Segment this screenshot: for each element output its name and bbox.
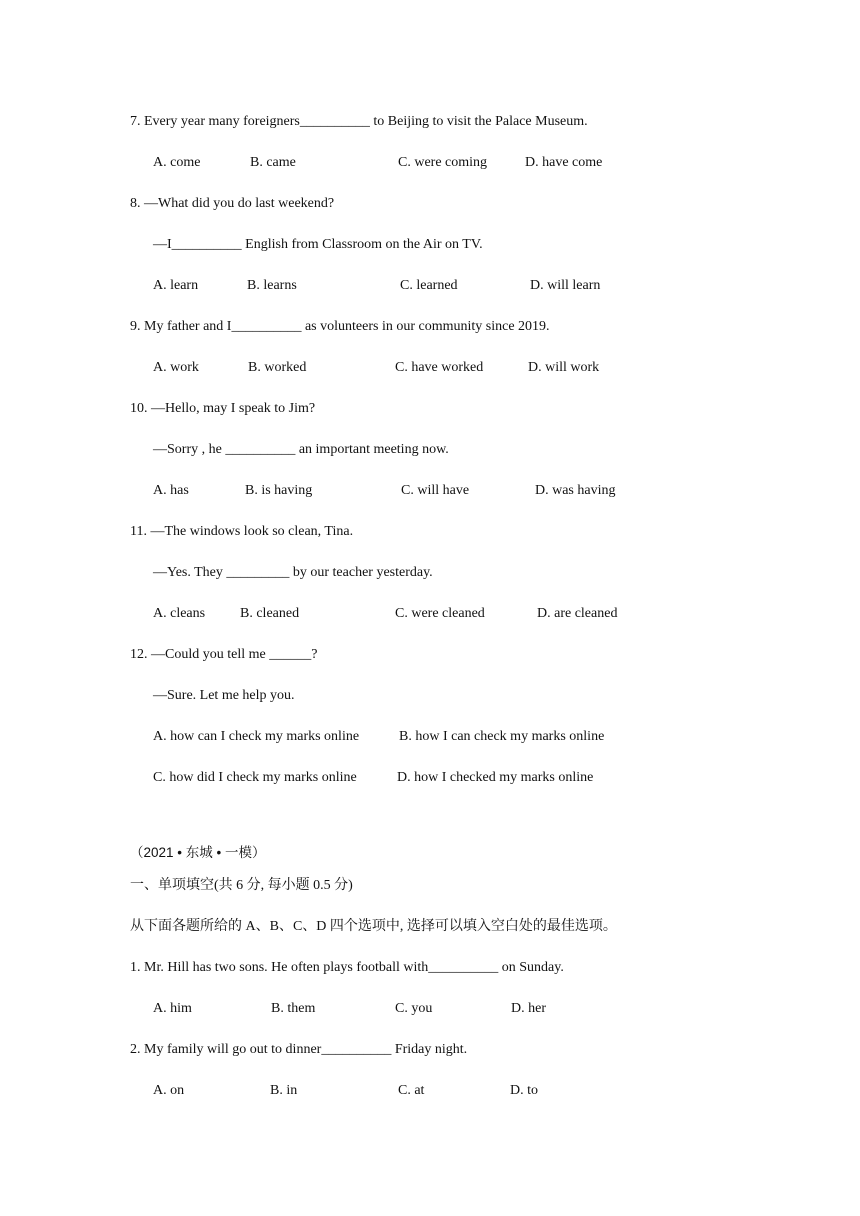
question-11-stem: 11. —The windows look so clean, Tina. <box>130 524 354 539</box>
question-9-option-b: B. worked <box>248 360 307 375</box>
question-8-option-c: C. learned <box>400 278 458 293</box>
question-8-option-a: A. learn <box>153 278 199 293</box>
question-11-reply: —Yes. They _________ by our teacher yesterday. <box>153 565 433 580</box>
question-12-stem: 12. —Could you tell me ______? <box>130 647 318 662</box>
question-12-option-c: C. how did I check my marks online <box>153 770 357 785</box>
question-2-option-a: A. on <box>153 1083 185 1098</box>
question-7-stem: 7. Every year many foreigners__________ to Beijing to visit the Palace Museum. <box>130 114 588 129</box>
question-8-stem: 8. —What did you do last weekend? <box>130 196 335 211</box>
question-7-option-a: A. come <box>153 155 201 170</box>
question-1-option-b: B. them <box>271 1001 316 1016</box>
question-9-option-d: D. will work <box>528 360 600 375</box>
question-12-option-a: A. how can I check my marks online <box>153 729 360 744</box>
question-10-reply: —Sorry , he __________ an important meeting now. <box>153 442 449 457</box>
question-12-option-b: B. how I can check my marks online <box>399 729 605 744</box>
question-11-option-c: C. were cleaned <box>395 606 485 621</box>
question-2-option-c: C. at <box>398 1083 425 1098</box>
question-12-option-d: D. how I checked my marks online <box>397 770 594 785</box>
question-7-option-c: C. were coming <box>398 155 488 170</box>
question-7-option-b: B. came <box>250 155 296 170</box>
question-2-stem: 2. My family will go out to dinner__________ Friday night. <box>130 1042 468 1057</box>
question-11-option-d: D. are cleaned <box>537 606 618 621</box>
question-9-option-c: C. have worked <box>395 360 484 375</box>
question-11-option-a: A. cleans <box>153 606 206 621</box>
question-8-reply: —I__________ English from Classroom on the Air on TV. <box>153 237 483 252</box>
question-10-option-d: D. was having <box>535 483 616 498</box>
question-1-option-c: C. you <box>395 1001 433 1016</box>
question-10-option-a: A. has <box>153 483 189 498</box>
question-12-reply: —Sure. Let me help you. <box>153 688 295 703</box>
question-1-option-d: D. her <box>511 1001 546 1016</box>
question-10-stem: 10. —Hello, may I speak to Jim? <box>130 401 316 416</box>
question-9-stem: 9. My father and I__________ as volunteers in our community since 2019. <box>130 319 550 334</box>
question-9-option-a: A. work <box>153 360 199 375</box>
section-heading: 一、单项填空(共 6 分, 每小题 0.5 分) <box>130 878 353 893</box>
question-11-option-b: B. cleaned <box>240 606 300 621</box>
question-1-option-a: A. him <box>153 1001 192 1016</box>
question-1-stem: 1. Mr. Hill has two sons. He often plays football with__________ on Sunday. <box>130 960 564 975</box>
question-7-option-d: D. have come <box>525 155 603 170</box>
question-8-option-d: D. will learn <box>530 278 601 293</box>
question-10-option-b: B. is having <box>245 483 313 498</box>
question-10-option-c: C. will have <box>401 483 470 498</box>
question-2-option-d: D. to <box>510 1083 538 1098</box>
question-2-option-b: B. in <box>270 1083 298 1098</box>
section-source: （2021 • 东城 • 一模） <box>130 845 266 860</box>
section-instruction: 从下面各题所给的 A、B、C、D 四个选项中, 选择可以填入空白处的最佳选项。 <box>130 919 617 934</box>
question-8-option-b: B. learns <box>247 278 297 293</box>
